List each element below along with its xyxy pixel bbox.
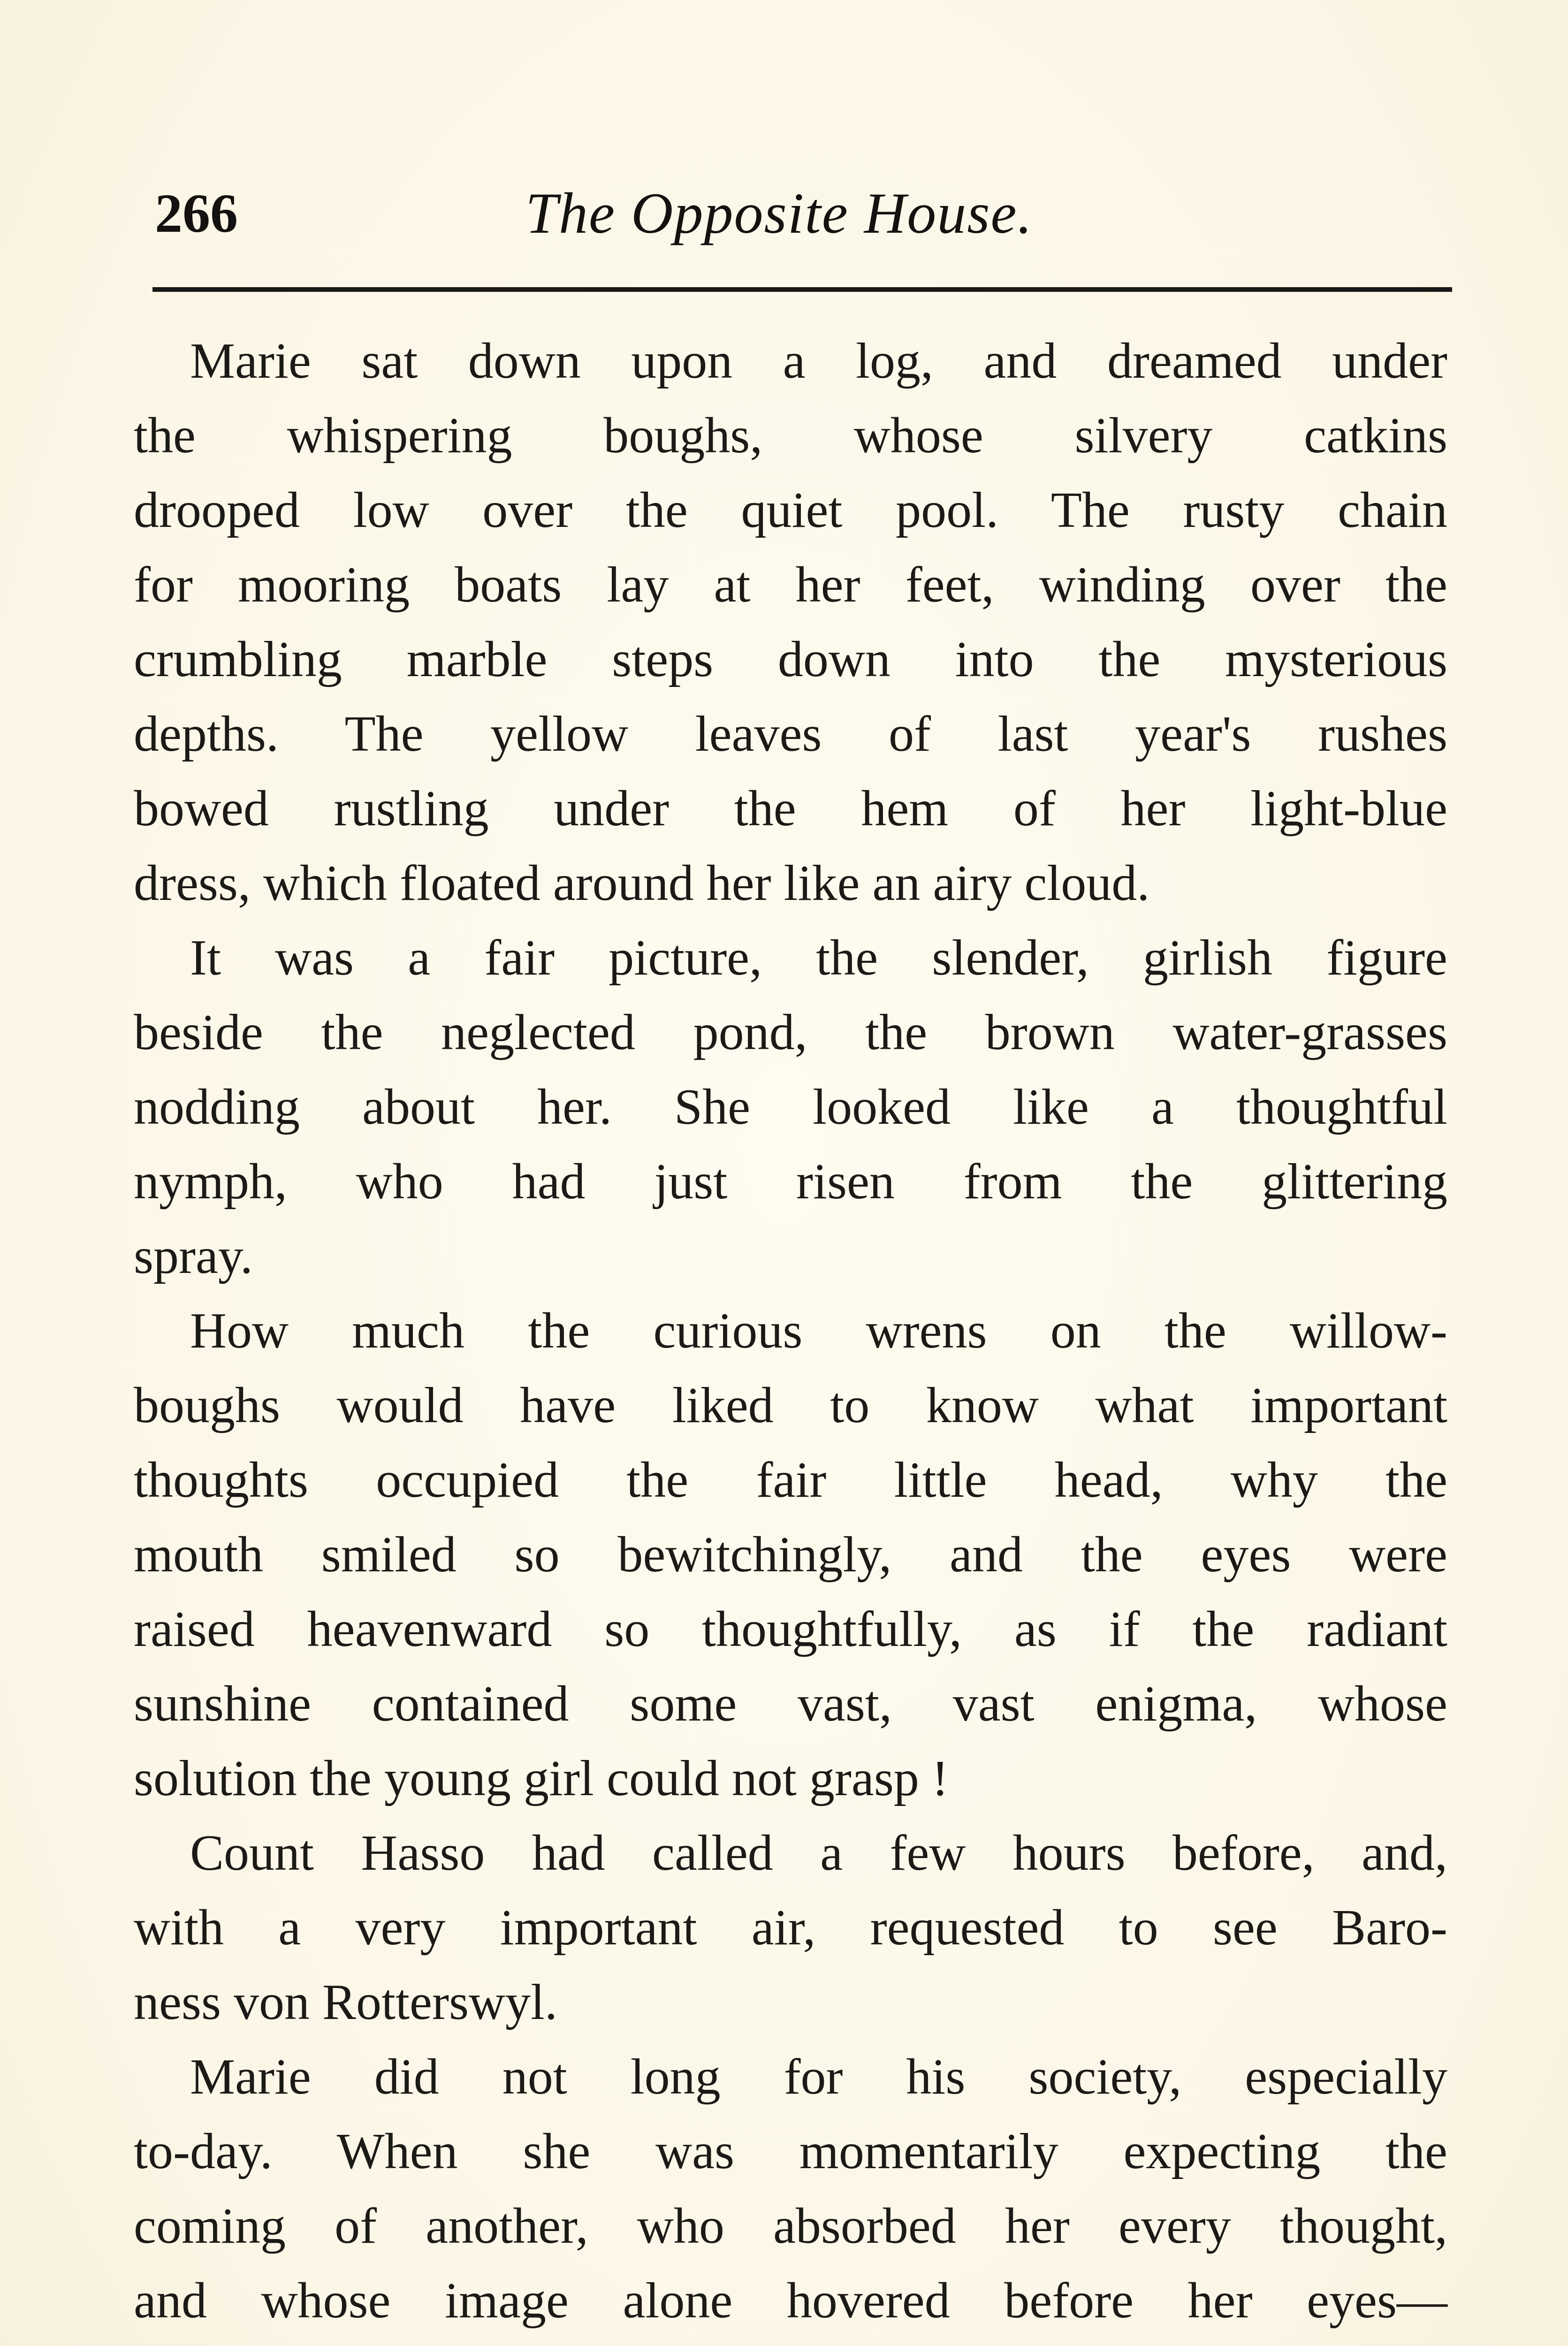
page-header [155, 178, 1450, 249]
body-text [134, 324, 1447, 2346]
text-line: with a very important air, requested to see Baro- [134, 1900, 1447, 1956]
text-line: coming of another, who absorbed her every thought, [134, 2198, 1447, 2254]
text-line: Marie sat down upon a log, and dreamed under [190, 333, 1447, 389]
text-line: the whispering boughs, whose silvery catkins [134, 408, 1447, 464]
text-line: nodding about her. She looked like a thoughtful [134, 1079, 1447, 1135]
text-line: bowed rustling under the hem of her light-blue [134, 781, 1447, 837]
text-line: for mooring boats lay at her feet, winding over the [134, 557, 1447, 613]
text-line: boughs would have liked to know what important [134, 1378, 1447, 1433]
text-line: sunshine contained some vast, vast enigma, whose [134, 1676, 1447, 1732]
text-line: mouth smiled so bewitchingly, and the eyes were [134, 1527, 1447, 1583]
text-line: spray. [134, 1228, 253, 1284]
text-line: drooped low over the quiet pool. The rusty chain [134, 482, 1447, 538]
text-line: solution the young girl could not grasp ! [134, 1751, 949, 1806]
text-line: crumbling marble steps down into the mysterious [134, 632, 1447, 687]
text-line: dress, which floated around her like an airy cloud. [134, 855, 1150, 911]
header-rule [152, 287, 1452, 292]
text-line: raised heavenward so thoughtfully, as if the radiant [134, 1601, 1447, 1657]
text-line: nymph, who had just risen from the glittering [134, 1154, 1447, 1210]
text-line: It was a fair picture, the slender, girlish figure [190, 930, 1447, 986]
running-title: The Opposite House. [525, 181, 1033, 245]
text-line: Count Hasso had called a few hours before, and, [190, 1825, 1447, 1881]
text-line: beside the neglected pond, the brown water-grasses [134, 1005, 1447, 1060]
text-line: depths. The yellow leaves of last year's rushes [134, 706, 1447, 762]
text-line: Marie did not long for his society, especially [190, 2049, 1447, 2105]
text-line: thoughts occupied the fair little head, why the [134, 1452, 1447, 1508]
page-number: 266 [155, 183, 238, 244]
text-line: How much the curious wrens on the willow- [190, 1303, 1447, 1359]
text-line: ness von Rotterswyl. [134, 1974, 557, 2030]
text-line [134, 2338, 1447, 2346]
text-line: to-day. When she was momentarily expecting the [134, 2124, 1447, 2179]
text-line: and whose image alone hovered before her eyes— [134, 2273, 1447, 2329]
